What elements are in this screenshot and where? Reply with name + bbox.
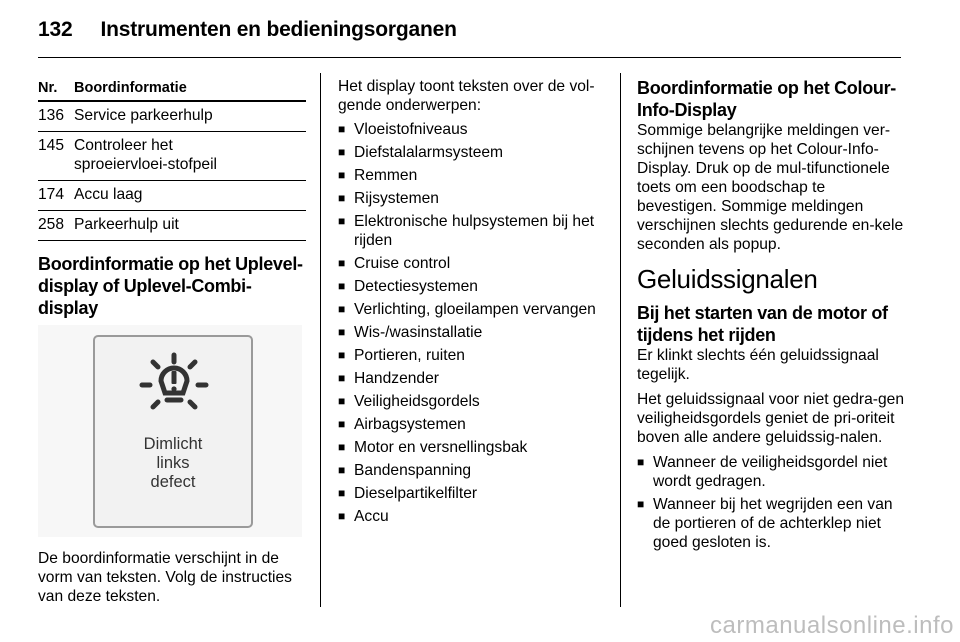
table-cell-nr: 174 bbox=[38, 186, 65, 203]
table-cell-nr: 136 bbox=[38, 107, 65, 124]
bullet: ■ bbox=[338, 191, 346, 205]
bullet: ■ bbox=[338, 279, 346, 293]
list-item-text: Portieren, ruiten bbox=[354, 347, 465, 364]
bullet: ■ bbox=[338, 371, 346, 385]
list-item-text: Accu bbox=[354, 508, 389, 525]
list-item bbox=[338, 300, 606, 319]
list-item bbox=[338, 392, 606, 411]
list-item-text: Rijsystemen bbox=[354, 190, 439, 207]
sound-paragraph-1: Er klinkt slechts één geluidssignaal tegelijk. bbox=[637, 347, 879, 383]
bullet: ■ bbox=[338, 509, 346, 523]
list-item-text: Elektronische hulpsystemen bij het rijden bbox=[354, 213, 595, 249]
bullet: ■ bbox=[338, 145, 346, 159]
list-item bbox=[338, 507, 606, 526]
list-item bbox=[338, 166, 606, 185]
sound-conditions-list bbox=[637, 453, 905, 552]
list-item-text: Wanneer de veiligheidsgordel niet wordt gedragen. bbox=[653, 454, 888, 490]
section-heading-sound-signals: Geluidssignalen bbox=[637, 264, 818, 294]
bullet: ■ bbox=[338, 463, 346, 477]
table-cell-nr: 145 bbox=[38, 137, 65, 154]
bullet: ■ bbox=[338, 256, 346, 270]
list-item-text: Veiligheidsgordels bbox=[354, 393, 480, 410]
table-cell-text: Controleer het sproeiervloei-stofpeil bbox=[74, 137, 218, 173]
list-item-text: Diefstalalarmsysteem bbox=[354, 144, 504, 161]
list-item bbox=[338, 484, 606, 503]
list-item bbox=[338, 369, 606, 388]
list-item bbox=[637, 495, 905, 552]
bullet: ■ bbox=[338, 440, 346, 454]
header-rule bbox=[38, 57, 901, 58]
list-item-text: Bandenspanning bbox=[354, 462, 472, 479]
table-row bbox=[38, 132, 306, 181]
column-3 bbox=[637, 77, 905, 556]
list-item-text: Remmen bbox=[354, 167, 418, 184]
list-item bbox=[338, 461, 606, 480]
bullet: ■ bbox=[338, 348, 346, 362]
list-item bbox=[338, 346, 606, 365]
list-item bbox=[338, 438, 606, 457]
watermark: carmanualsonline.info bbox=[710, 612, 954, 639]
display-line: Dimlicht bbox=[143, 435, 203, 453]
table-header-info: Boordinformatie bbox=[74, 80, 187, 96]
header-title bbox=[38, 18, 457, 42]
subsection-heading-driving: Bij het starten van de motor of tijdens het rijden bbox=[637, 303, 888, 345]
column-divider-1 bbox=[320, 73, 321, 607]
list-item-text: Motor en versnellingsbak bbox=[354, 439, 528, 456]
table-header bbox=[38, 79, 306, 102]
list-item-text: Dieselpartikelfilter bbox=[354, 485, 478, 502]
bullet: ■ bbox=[338, 122, 346, 136]
list-item bbox=[338, 254, 606, 273]
list-item bbox=[338, 189, 606, 208]
bullet: ■ bbox=[338, 214, 346, 228]
bullet: ■ bbox=[338, 302, 346, 316]
list-item-text: Airbagsystemen bbox=[354, 416, 466, 433]
table-row bbox=[38, 102, 306, 132]
display-message bbox=[95, 435, 251, 492]
list-item-text: Cruise control bbox=[354, 255, 451, 272]
list-item bbox=[338, 277, 606, 296]
section-heading-colour-info: Boordinformatie op het Colour-Info-Display bbox=[637, 78, 896, 120]
list-item bbox=[637, 453, 905, 491]
list-item bbox=[338, 120, 606, 139]
bullet: ■ bbox=[338, 417, 346, 431]
table-cell-text: Parkeerhulp uit bbox=[74, 216, 179, 233]
list-item-text: Verlichting, gloeilampen vervangen bbox=[354, 301, 596, 318]
list-item bbox=[338, 323, 606, 342]
list-item-text: Handzender bbox=[354, 370, 439, 387]
display-line: defect bbox=[150, 473, 196, 491]
bullet: ■ bbox=[338, 394, 346, 408]
list-item bbox=[338, 212, 606, 250]
column-1 bbox=[38, 74, 306, 612]
table-row bbox=[38, 211, 306, 241]
display-panel bbox=[93, 335, 253, 528]
table-cell-text: Accu laag bbox=[74, 186, 143, 203]
bullet: ■ bbox=[637, 455, 645, 469]
section-caption: De boordinformatie verschijnt in de vorm van teksten. Volg de instructies van deze teksten. bbox=[38, 550, 292, 605]
table-cell-nr: 258 bbox=[38, 216, 65, 233]
chapter-title: Instrumenten en bedieningsorganen bbox=[100, 18, 457, 41]
list-item-text: Detectiesystemen bbox=[354, 278, 478, 295]
list-item-text: Wanneer bij het wegrijden een van de portieren of de achterklep niet goed gesloten is. bbox=[653, 496, 893, 551]
display-line: links bbox=[156, 454, 190, 472]
bullet: ■ bbox=[338, 325, 346, 339]
topics-list bbox=[338, 120, 606, 526]
list-item-text: Vloeistofniveaus bbox=[354, 121, 468, 138]
column-divider-2 bbox=[620, 73, 621, 607]
list-item-text: Wis-/wasinstallatie bbox=[354, 324, 483, 341]
list-item bbox=[338, 143, 606, 162]
table-row bbox=[38, 181, 306, 211]
bullet: ■ bbox=[338, 168, 346, 182]
page-number: 132 bbox=[38, 18, 73, 41]
display-illustration bbox=[38, 325, 302, 537]
table-cell-text: Service parkeerhulp bbox=[74, 107, 213, 124]
bullet: ■ bbox=[338, 486, 346, 500]
list-item bbox=[338, 415, 606, 434]
topics-intro: Het display toont teksten over de vol-gende onderwerpen: bbox=[338, 78, 595, 114]
column-2 bbox=[338, 77, 606, 530]
exterior-light-warning-icon bbox=[139, 351, 209, 421]
colour-info-paragraph: Sommige belangrijke meldingen ver-schijnen tevens op het Colour-Info-Display. Druk op de mul-tifunctionele toets om een boodschap te bevestigen. Sommige meldingen verschijnen slechts gedurende en-kele seconden als popup. bbox=[637, 122, 904, 253]
section-heading-uplevel: Boordinformatie op het Uplevel-display of Uplevel-Combi-display bbox=[38, 254, 303, 318]
table-header-nr: Nr. bbox=[38, 80, 58, 96]
bullet: ■ bbox=[637, 497, 645, 511]
sound-paragraph-2: Het geluidssignaal voor niet gedra-gen veiligheidsgordels geniet de pri-oriteit boven alle andere geluidssig-nalen. bbox=[637, 391, 904, 446]
